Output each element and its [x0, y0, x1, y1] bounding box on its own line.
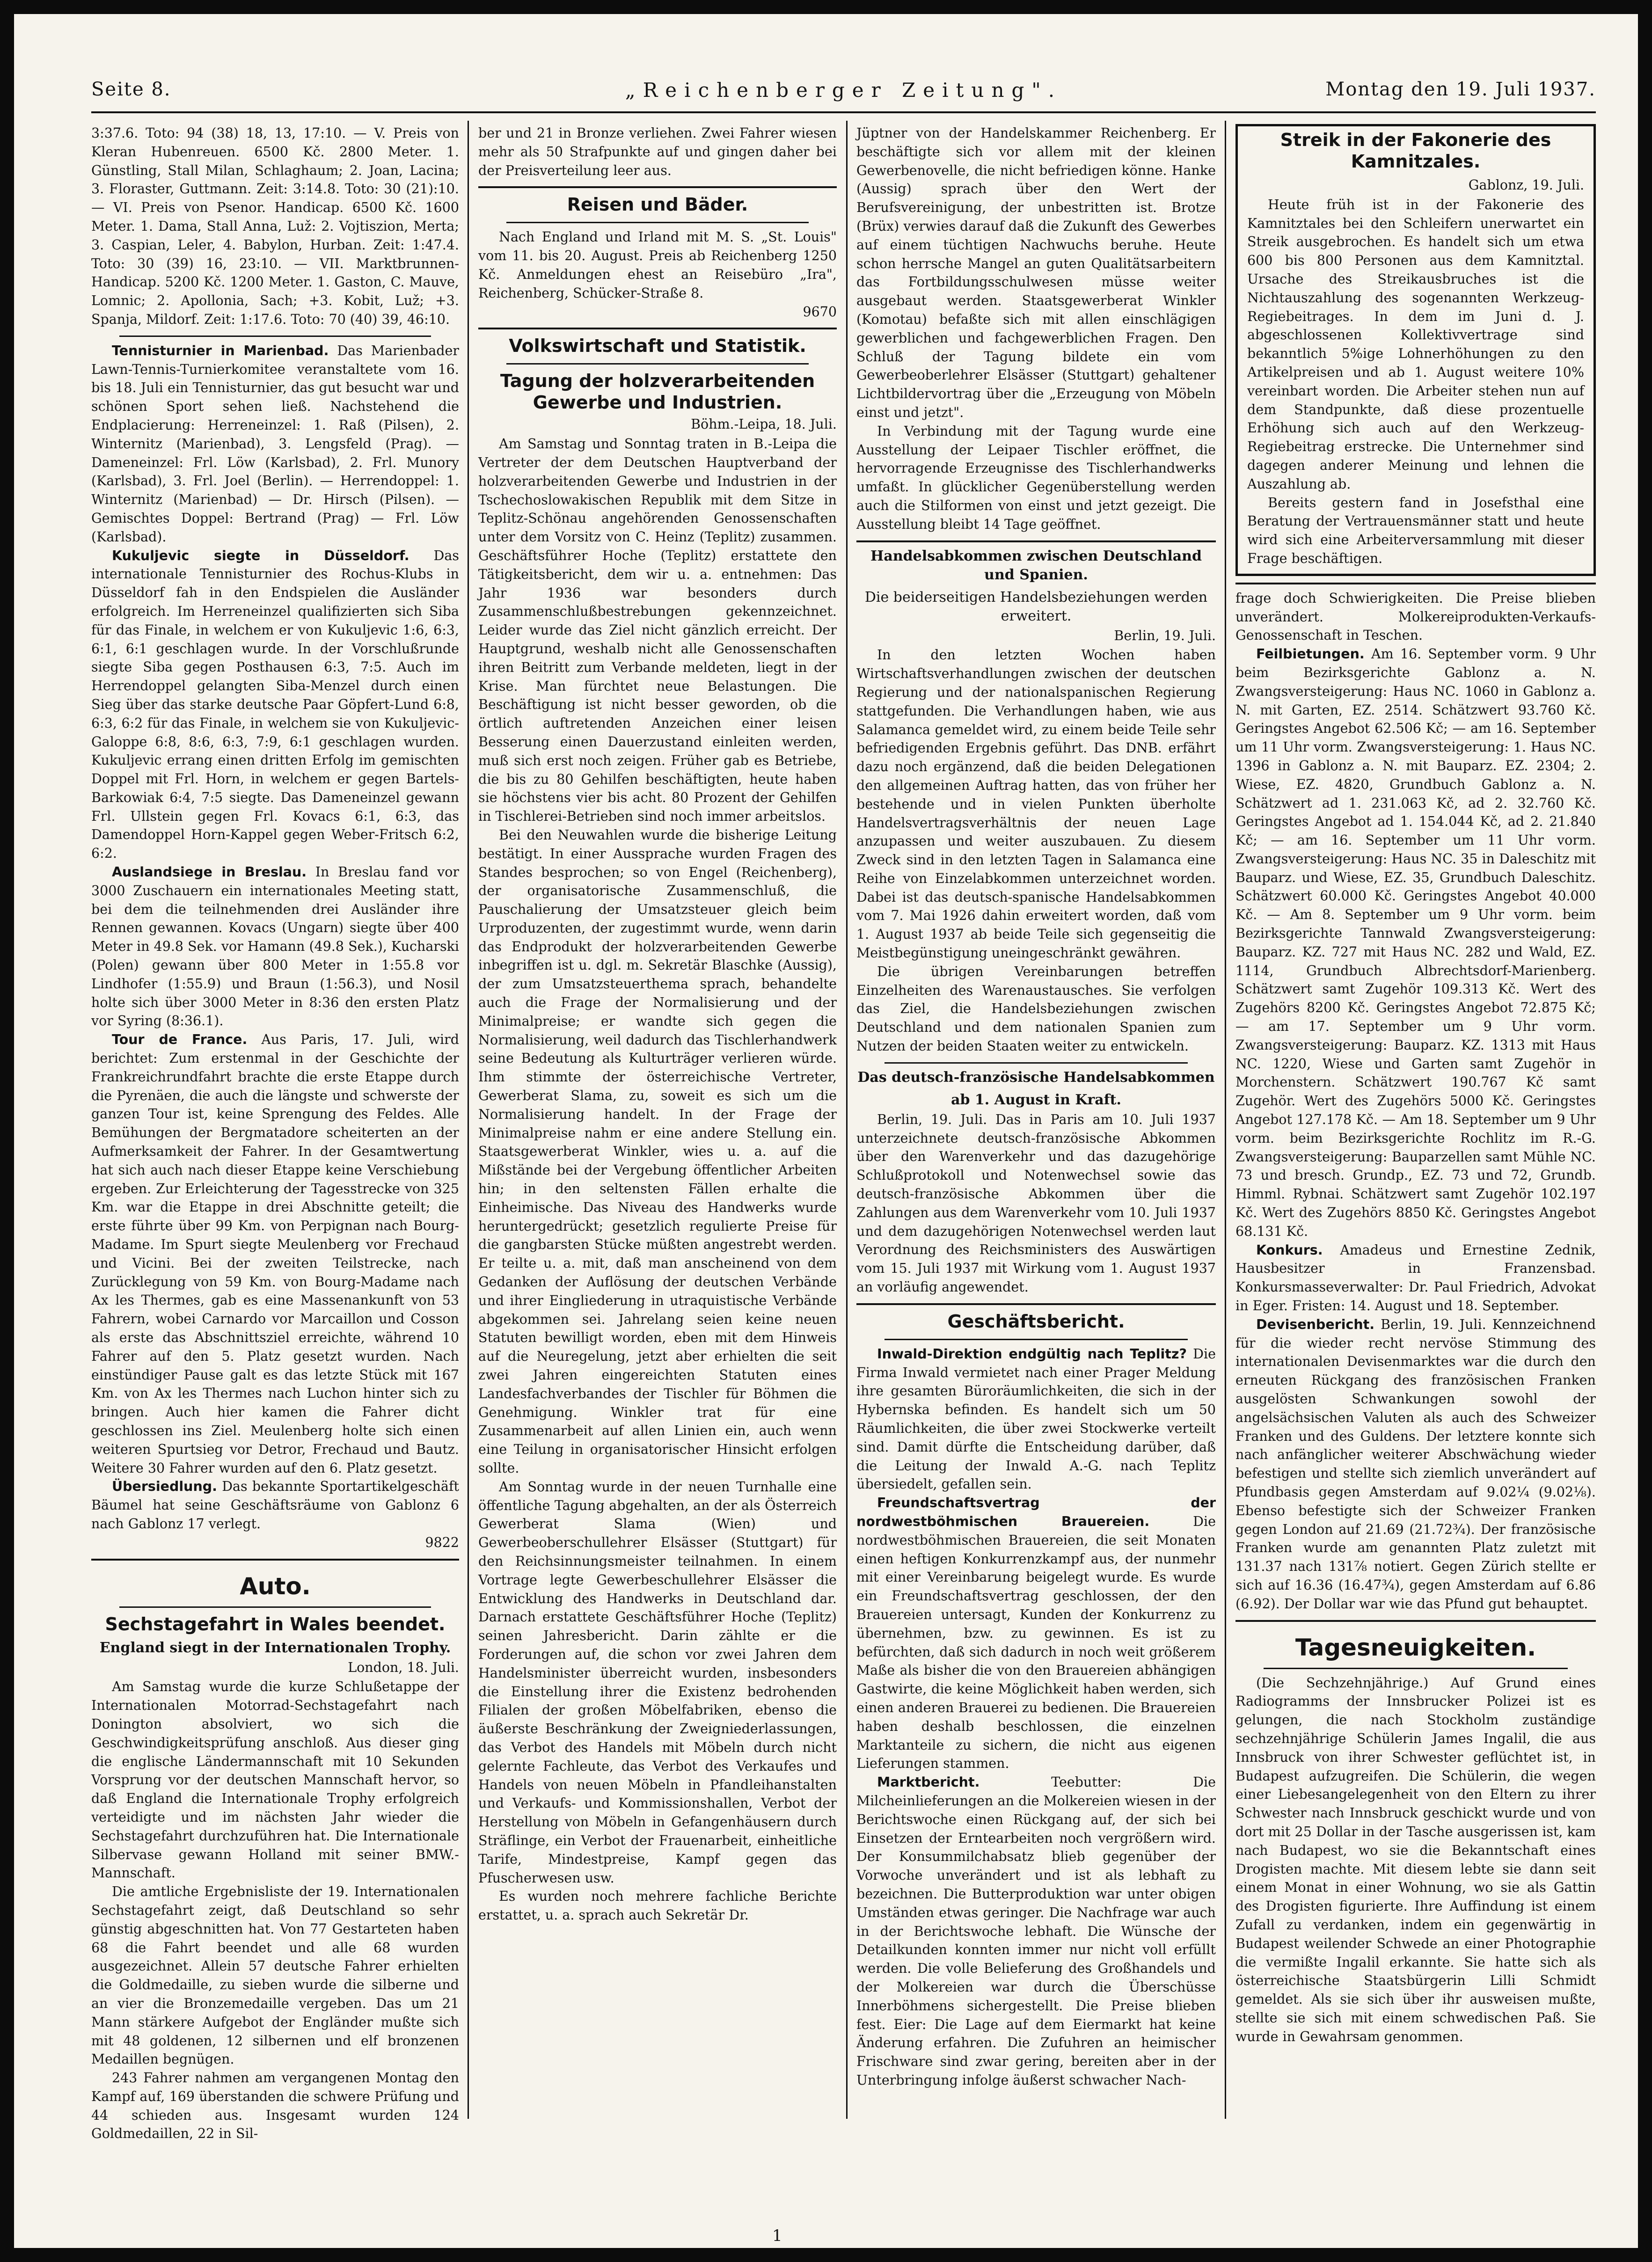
- article-subheadline: England siegt in der Internationalen Trophy.: [99, 1639, 451, 1656]
- section-rule: [884, 1062, 1188, 1064]
- article-paragraph: Die amtliche Ergebnisliste der 19. Internationalen Sechstagefahrt zeigt, daß Deutschland so sehr günstig abgeschnitten hat. Von 77 Gestarteten haben 68 die Fahrt beendet und alle 68 wurden ausgezeichnet. Allein 57 deutsche Fahrer erhielten die Goldmedaille, zu sieben wurde die silberne und an vier die Bronzemedaille vergeben. Das um 21 Mann stärkere Aufgebot der Engländer mußte sich mit 48 goldenen, 12 silbernen und elf bronzenen Medaillen begnügen.: [91, 1884, 459, 2067]
- item-lead: Übersiedlung.: [112, 1479, 217, 1495]
- section-heading-business: Geschäftsbericht.: [947, 1311, 1125, 1332]
- page-folio-mark: 1: [772, 2226, 782, 2245]
- racing-results: 3:37.6. Toto: 94 (38) 18, 13, 17:10. — V. Preis von Kleran Hubenreuen. 6500 Kč. 2800 Meter. 1. Günstling, Stall Milan, Schlaghaum; 2. Joan, Lacina; 3. Floraster, Guttmann. Zeit: 3:14.8. Toto: 30 (21):10. — VI. Preis von Psenor. Handicap. 6500 Kč. 1600 Meter. 1. Dama, Stall Anna, Luž: 2. Vojtiszion, Merta; 3. Caspian, Leler, 4. Babylon, Hurban. Zeit: 1:47.4. Toto: 30 (39) 16, 23:10. — VII. Marktbrunnen-Handicap. 5200 Kč. 1200 Meter. 1. Gaston, C. Mauve, Lomnic; 2. Apollonia, Sach; +3. Kobit, Luž; +3. Spanja, Mildorf. Zeit: 1:17.6. Toto: 70 (40) 39, 46:10.: [91, 125, 459, 327]
- section-rule: [856, 1303, 1216, 1305]
- article-paragraph: Am Samstag wurde die kurze Schlußetappe der Internationalen Motorrad-Sechstagefahrt nach Donington absolviert, wo sich die Geschwindigkeitsprüfung anschloß. Aus dieser ging die englische Ländermannschaft mit 10 Sekunden Vorsprung vor der deutschen Mannschaft hervor, so daß England die Internationale Trophy erfolgreich verteidigte und im nächsten Jahr wieder die Sechstagefahrt durchzuführen hat. Die Internationale Silbervase gewann Holland mit seiner BMW.-Mannschaft.: [91, 1679, 459, 1881]
- article-paragraph: Berlin, 19. Juli. Das in Paris am 10. Juli 1937 unterzeichnete deutsch-französische Abkommen über den Warenverkehr und das dazugehörige Schlußprotokoll und Notenwechsel sowie das deutsch-französische Abkommen über die Zahlungen aus dem Warenverkehr vom 10. Juli 1937 und dem dazugehörigen Notenwechsel werden laut Verordnung des Reichsministers des Auswärtigen vom 15. Juli 1937 mit Wirkung vom 1. August 1937 an vorläufig angewendet.: [856, 1111, 1216, 1295]
- section-rule: [91, 1559, 459, 1561]
- item-text: Das bekannte Sportartikelgeschäft Bäumel hat seine Geschäftsräume von Gablonz 6 nach Gablonz 17 verlegt.: [91, 1479, 459, 1532]
- article-paragraph: (Die Sechzehnjährige.) Auf Grund eines Radiogramms der Innsbrucker Polizei ist es gelungen, die nach Stockholm zuständige sechzehnjährige Schülerin James Ingalil, die aus Innsbruck von ihrer Schwester geflüchtet ist, in Budapest aufzugreifen. Die Schülerin, die wegen einer Liebesangelegenheit von den Eltern zu ihrer Schwester nach Innsbruck geschickt wurde und von dort mit 25 Dollar in der Tasche ausgerissen ist, kam nach Budapest, wo sie die Bekanntschaft eines Drogisten machte. Mit diesem lebte sie dann seit einem Monat in einer Wohnung, wo sie als Gattin des Drogisten figurierte. Ihre Auffindung ist einem Zufall zu verdanken, indem ein gegenwärtig in Budapest weilender Schwede an einer Photographie die vermißte Ingalil erkannte. Sie hatte sich als österreichische Staatsbürgerin Lilli Schmidt gemeldet. Als sie sich über ihr ausweisen mußte, stellte sie sich mit einem schwedischen Paß. Sie wurde in Gewahrsam genommen.: [1235, 1675, 1596, 2044]
- article-headline: Sechstagefahrt in Wales beendet.: [105, 1613, 446, 1634]
- item-lead: Tour de France.: [112, 1032, 248, 1048]
- article-headline: Das deutsch-französische Handelsabkommen: [857, 1069, 1215, 1086]
- item-text: Die nordwestböhmischen Brauereien, die seit Monaten einen heftigen Konkurrenzkampf aus, der nunmehr mit einer Vereinbarung beigelegt wurde. Es wurde ein Freundschaftsvertrag geschlossen, der den Brauereien untersagt, Kunden der Konkurrenz zu übernehmen, bzw. zu gewinnen. Es ist zu befürchten, daß sich dadurch in noch weit größerem Maße als bisher die von den Brauereien abhängigen Gastwirte, die keine Möglichkeit haben werden, sich einen anderen Brauerei zu bedienen. Die Brauereien haben deshalb beschlossen, die einzelnen Marktanteile zu sichern, die nicht aus eigenen Lieferungen stammen.: [856, 1514, 1216, 1772]
- article-paragraph: frage doch Schwierigkeiten. Die Preise blieben unverändert. Molkereiprodukten-Verkaufs-Genossenschaft in Teschen.: [1235, 590, 1596, 643]
- sport-item: [91, 547, 459, 863]
- article-paragraph: In den letzten Wochen haben Wirtschaftsverhandlungen zwischen der deutschen Regierung und der nationalspanischen Regierung stattgefunden. Die Verhandlungen haben, wie aus Salamanca gemeldet wird, zu einem beide Teile sehr befriedigenden Ergebnis geführt. Das DNB. erfährt dazu noch ergänzend, daß die beiden Delegationen den allgemeinen Auftrag hatten, das von früher her bestehende und in vielen Punkten überholte Handelsvertragsverhältnis der neuen Lage anzupassen und weiter auszubauen. Zu diesem Zweck sind in den letzten Tagen in Salamanca eine Reihe von Einzelabkommen unterzeichnet worden. Dabei ist das deutsch-spanische Handelsabkommen vom 7. Mai 1926 dahin erweitert worden, daß vom 1. August 1937 ab beide Teile sich gegenseitig die Meistbegünstigung uneingeschränkt gewähren.: [856, 647, 1216, 961]
- article-dateline: Gablonz, 19. Juli.: [1468, 177, 1584, 193]
- article-subheadline: ab 1. August in Kraft.: [951, 1091, 1121, 1108]
- item-text: Berlin, 19. Juli. Kennzeichnend für die wieder recht nervöse Stimmung des internationalen Devisenmarktes war die durch den erneuten Rückgang des französischen Franken ausgelösten Schwankungen sowohl der angelsächsischen Valuten als auch des Schweizer Franken und des Guldens. Der letztere konnte sich nach anfänglicher weiterer Abschwächung wieder befestigen und stellte sich ziemlich unverändert auf Pfundbasis gegen Amsterdam auf 9.02¼ (9.02⅛). Ebenso befestigte sich der Schweizer Franken gegen London auf 21.69 (21.72¾). Der französische Franken wurde am genannten Platz zuletzt mit 131.37 nach 131⅞ notiert. Gegen Zürich stellte er sich auf 16.36 (16.47¾), gegen Amsterdam auf 6.86 (6.92). Der Dollar war wie das Pfund gut behauptet.: [1235, 1316, 1596, 1612]
- item-lead: Konkurs.: [1256, 1242, 1323, 1258]
- business-item: [856, 1345, 1216, 1494]
- article-paragraph: Jüptner von der Handelskammer Reichenberg. Er beschäftigte sich vor allem mit der kleinen Gewerbenovelle, die nicht befriedigen könne. Hanke (Aussig) sprach über den Wert der Berufsvereinigung, der unbestritten ist. Brotze (Brüx) verwies darauf daß die Zukunft des Gewerbes auf einem tüchtigen Nachwuchs beruhe. Heute schon herrsche Mangel an guten Qualitätsarbeitern das Fortbildungsschulwesen müsse weiter ausgebaut werden. Staatsgewerberat Winkler (Komotau) befaßte sich mit allen einschlägigen gewerblichen und fachgewerblichen Fragen. Den Schluß der Tagung bildete ein vom Gewerbeoberlehrer Elsässer (Stuttgart) gehaltener Lichtbildervortrag über die „Erzeugung von Möbeln einst und jetzt".: [856, 125, 1216, 420]
- section-rule: [884, 1339, 1188, 1340]
- column-divider-1: [468, 121, 469, 2119]
- column-trade: [856, 124, 1216, 2122]
- item-text: Das internationale Tennisturnier des Rochus-Klubs in Düsseldorf fah in den Endspielen die Ausländer erfolgreich. Im Herreneinzel qualifizierten sich Siba für das Finale, in welchem er von Kukuljevic 1:6, 6:3, 6:1, 6:1 geschlagen wurde. In der Vorschlußrunde siegte Siba gegen Posthausen 6:3, 7:5. Auch im Herrendoppel gelangten Siba-Menzel durch einen Sieg über das starke deutsche Paar Göpfert-Lund 6:8, 6:3, 6:2 für das Finale, in welchem sie von Kukuljevic-Galoppe 6:8, 8:6, 6:3, 7:9, 6:1 geschlagen wurden. Kukuljevic errang einen dritten Erfolg im gemischten Doppel mit Frl. Horn, in welchem er gegen Bartels-Barkowiak 6:4, 7:5 siegte. Das Dameneinzel gewann Frl. Ullstein gegen Frl. Kovacs 6:1, 6:3, das Damendoppel Horn-Kappel gegen Weber-Fritsch 6:2, 6:2.: [91, 547, 459, 861]
- article-paragraph: Am Samstag und Sonntag traten in B.-Leipa die Vertreter der dem Deutschen Hauptverband der holzverarbeitenden Gewerbe und Industrien in der Tschechoslowakischen Republik mit dem Sitze in Teplitz-Schönau angehörenden Genossenschaften unter dem Vorsitz von C. Heinz (Teplitz) zusammen. Geschäftsführer Hoche (Teplitz) erstattete den Tätigkeitsbericht, dem wir u. a. entnehmen: Das Jahr 1936 war besonders durch Zusammenschlußbestrebungen gekennzeichnet. Leider wurde das Ziel nicht gänzlich erreicht. Der Hauptgrund, weshalb nicht alle Genossenschaften ihren Beitritt zum Verbande meldeten, liegt in der Krise. Man fürchtet neue Belastungen. Die Beschäftigung ist nicht besser geworden, ob die örtlich auftretenden Anzeichen einer leisen Besserung einen Dauerzustand einleiten werden, muß sich erst noch zeigen. Früher gab es Betriebe, die bis zu 80 Gehilfen beschäftigten, heute haben sie höchstens vier bis acht. 80 Prozent der Gehilfen in Tischlerei-Betrieben sind noch immer arbeitslos.: [478, 436, 837, 825]
- section-rule: [478, 328, 837, 329]
- column-divider-3: [1225, 121, 1226, 2119]
- item-text: Amadeus und Ernestine Zednik, Hausbesitzer in Franzensbad. Konkursmasseverwalter: Dr. Paul Friedrich, Advokat in Eger. Fristen: 14. August und 18. September.: [1235, 1242, 1596, 1314]
- item-text: In Breslau fand vor 3000 Zuschauern ein internationales Meeting statt, bei dem die teilnehmenden drei Ausländer ihre Rennen gewannen. Kovacs (Ungarn) siegte über 400 Meter in 49.8 Sek. vor Hamann (49.8 Sek.), Kucharski (Polen) gewann über 800 Meter in 1:55.8 vor Lindhofer (1:55.9) und Braun (1:56.3), und Nosil holte sich über 3000 Meter in 8:36 den ersten Platz vor Syring (8:36.1).: [91, 864, 460, 1029]
- article-dateline: Böhm.-Leipa, 18. Juli.: [691, 416, 837, 432]
- section-rule: [478, 186, 837, 188]
- section-rule: [119, 1606, 431, 1608]
- article-paragraph: Es wurden noch mehrere fachliche Berichte erstattet, u. a. sprach auch Sekretär Dr.: [478, 1889, 837, 1923]
- article-subheadline: Die beiderseitigen Handelsbeziehungen werden erweitert.: [864, 589, 1208, 624]
- page-number: Seite 8.: [91, 79, 171, 100]
- sport-item: [91, 342, 459, 547]
- article-paragraph: Am Sonntag wurde in der neuen Turnhalle eine öffentliche Tagung abgehalten, an der als Österreich Gewerberat Slama (Wien) und Gewerbeoberschullehrer Elsässer (Stuttgart) für den Reichsinnungsmeister teilnahmen. In einem Vortrage legte Gewerbeschullehrer Elsässer die Entwicklung des Handwerks in Deutschland dar. Darnach erstattete Geschäftsführer Hoche (Teplitz) seinen Jahresbericht. Darin zählte er die Forderungen auf, die schon vor zwei Jahren dem Handelsminister überreicht wurden, insbesonders die Einstellung ihrer die Existenz bedrohenden Filialen der großen Möbelfabriken, ebenso die äußerste Beschränkung der Zweigniederlassungen, das Verbot des Handels mit Möbeln durch nicht gelernte Fachleute, das Verbot des Verkaufes und Handels von neuen Möbeln in Pfandleihanstalten und Verkaufs- und Kommissionshallen, Verbot der Herstellung von Möbeln in Gefangenhäusern durch Sträflinge, ein Verbot der Frauenarbeit, einheitliche Tarife, Mindestpreise, Kampf gegen das Pfuscherwesen usw.: [478, 1479, 837, 1886]
- article-dateline: Berlin, 19. Juli.: [1114, 628, 1216, 643]
- section-rule: [506, 363, 809, 365]
- article-paragraph: Bereits gestern fand in Josefsthal eine Beratung der Vertrauensmänner statt und heute wird sich eine Arbeiterversammlung mit dieser Frage beschäftigen.: [1247, 495, 1584, 566]
- item-lead: Kukuljevic siegte in Düsseldorf.: [112, 547, 409, 563]
- section-heading-auto: Auto.: [240, 1572, 311, 1600]
- column-local: [1235, 124, 1596, 2122]
- business-item: [856, 1494, 1216, 1773]
- article-headline: Handelsabkommen zwischen Deutschland und Spanien.: [870, 547, 1202, 583]
- masthead-title: „Reichenberger Zeitung".: [625, 79, 1062, 102]
- article-paragraph: ber und 21 in Bronze verliehen. Zwei Fahrer wiesen mehr als 50 Strafpunkte auf und gingen daher bei der Preisverteilung leer aus.: [478, 125, 837, 178]
- item-text: Am 16. September vorm. 9 Uhr beim Bezirksgerichte Gablonz a. N. Zwangsversteigerung: Haus NC. 1060 in Gablonz a. N. mit Garten, EZ. 2514. Schätzwert 93.760 Kč. Geringstes Angebot 62.506 Kč; — am 16. September um 11 Uhr vorm. Zwangsversteigerung: 1. Haus NC. 1396 in Gablonz a. N. mit Bauparz. EZ. 2304; 2. Wiese, EZ. 4820, Grundbuch Gablonz a. N. Schätzwert ad 1. 231.063 Kč, ad 2. 32.760 Kč. Geringstes Angebot ad 1. 154.044 Kč, ad 2. 21.840 Kč; — am 16. September um 11 Uhr vorm. Zwangsversteigerung: Haus NC. 35 in Daleschitz mit Bauparz. und Wiese, EZ. 35, Grundbuch Daleschitz. Schätzwert 60.000 Kč. Geringstes Angebot 40.000 Kč. — Am 8. September um 9 Uhr vorm. beim Bezirksgerichte Tannwald Zwangsversteigerung: Bauparz. KZ. 727 mit Haus NC. 282 und Wald, EZ. 1114, Grundbuch Albrechtsdorf-Marienberg. Schätzwert samt Zugehör 109.313 Kč. Wert des Zugehörs 8200 Kč. Geringstes Angebot 72.875 Kč; — am 17. September um 9 Uhr vorm. Zwangsversteigerung: Bauparz. KZ. 1313 mit Haus NC. 1220, Wiese und Garten samt Zugehör in Morchenstern. Schätzwert 190.767 Kč samt Zugehör. Wert des Zugehörs 5000 Kč. Geringstes Angebot 127.178 Kč. — Am 18. September um 9 Uhr vorm. beim Bezirksgerichte Rochlitz im R.-G. Zwangsversteigerung: Bauparzellen samt Mühle NC. 73 und bresch. Grundp., EZ. 73 und 72, Grundb. Himml. Rybnai. Schätzwert samt Zugehör 102.197 Kč. Wert des Zugehörs 8850 Kč. Geringstes Angebot 68.131 Kč.: [1235, 646, 1596, 1239]
- article-paragraph: Die übrigen Vereinbarungen betreffen Einzelheiten des Warenaustausches. Sie verfolgen das Ziel, die Handelsbeziehungen zwischen Deutschland und dem nationalen Spanien zum Nutzen der beiden Staaten weiter zu entwickeln.: [856, 963, 1216, 1054]
- section-heading-travel: Reisen und Bäder.: [567, 194, 748, 215]
- header-rule: [91, 111, 1596, 113]
- column-sport: [91, 124, 460, 2142]
- article-paragraph: In Verbindung mit der Tagung wurde eine Ausstellung der Leipaer Tischler eröffnet, die hervorragende Erzeugnisse des Tischlerhandwerks umfaßt. In glücklicher Gegenüberstellung werden auch die Stilformen von einst und jetzt gezeigt. Die Ausstellung bleibt 14 Tage geöffnet.: [856, 423, 1216, 532]
- section-heading-economy: Volkswirtschaft und Statistik.: [509, 336, 806, 357]
- scan-border-bottom: [0, 2248, 1652, 2262]
- item-lead: Feilbietungen.: [1256, 646, 1365, 662]
- article-paragraph: Heute früh ist in der Fakonerie des Kamnitztales bei den Schleifern unerwartet ein Streik ausgebrochen. Es handelt sich um etwa 600 bis 800 Personen aus dem Kamnitztal. Ursache des Streikausbruches ist die Nichtauszahlung des sogenannten Werkzeug-Regiebeitrages. In dem im Juni d. J. abgeschlossenen Kollektivvertrage sind bekanntlich 5%ige Lohnerhöhungen zu den Artikelpreisen und ab 1. August weitere 10% vereinbart worden. Die Arbeiter stehen nun auf dem Standpunkte, daß diese prozentuelle Erhöhung sich auch auf den Werkzeug-Regiebeitrag erstrecke. Die Unternehmer sind dagegen anderer Meinung und lehnen die Auszahlung ab.: [1247, 197, 1584, 492]
- article-paragraph: Bei den Neuwahlen wurde die bisherige Leitung bestätigt. In einer Aussprache wurden Fragen des Standes besprochen; so von Engel (Reichenberg), der organisatorische Zusammenschluß, die Pauschalierung der Umsatzsteuer gleich beim Urproduzenten, der zugestimmt wurde, wenn darin das Endprodukt der holzverarbeitenden Gewerbe inbegriffen ist u. dgl. m. Sekretär Blaschke (Aussig), der zum Umsatzsteuerthema sprach, behandelte auch die Frage der Normalisierung und der Minimalpreise; er wandte sich gegen die Normalisierung, weil dadurch das Tischlerhandwerk seine Bedeutung als Kulturträger verlieren würde. Ihm stimmte der österreichische Vertreter, Gewerberat Slama, zu, soweit es sich um die Normalisierung handelt. In der Frage der Minimalpreise nahm er eine andere Stellung ein. Staatsgewerberat Winkler, wies u. a. auf die Mißstände bei der Vergebung öffentlicher Arbeiten hin; in den seltensten Fällen erhalte die Einheimische. Das Niveau des Handwerks wurde heruntergedrückt; gesetzlich regulierte Preise für die gangbarsten Stücke müßten angestrebt werden. Er teilte u. a. mit, daß man anscheinend von dem Gedanken der Auflösung der deutschen Verbände und ihrer Eingliederung in utraquistische Verbände abgekommen sei. Jahrelang seien keine neuen Statuten bewilligt worden, eben mit dem Hinweis auf die Neuregelung, jetzt aber erhielten die seit zwei Jahren eingereichten Statuten eines Landesfachverbandes der Tischler für Böhmen die Genehmigung. Winkler trat für eine Zusammenarbeit auf allen Linien ein, auch wenn eine Teilung in organisatorischer Hinsicht erfolgen sollte.: [478, 827, 837, 1476]
- scan-border-right: [1638, 0, 1652, 2262]
- column-divider-2: [846, 121, 848, 2119]
- notice-item: [1235, 1315, 1596, 1613]
- item-lead: Tennisturnier in Marienbad.: [112, 343, 329, 358]
- business-item: [856, 1773, 1216, 2090]
- sport-item: [91, 1477, 459, 1533]
- section-rule: [856, 540, 1216, 542]
- article-headline: Tagung der holzverarbeitenden Gewerbe und Industrien.: [500, 371, 815, 413]
- scan-border-top: [0, 0, 1652, 14]
- item-text: Die Firma Inwald vermietet nach einer Prager Meldung ihre gesamten Büroräumlichkeiten, die sich in der Hybernska befinden. Es handelt sich um 50 Räumlichkeiten, die über zwei Stockwerke verteilt sind. Damit dürfte die Entscheidung darüber, daß die Leitung der Inwald A.-G. nach Teplitz übersiedelt, gefallen sein.: [856, 1346, 1216, 1492]
- item-lead: Marktbericht.: [877, 1774, 980, 1790]
- ad-code: 9822: [425, 1534, 459, 1550]
- section-rule: [1264, 1668, 1568, 1669]
- notice-item: [1235, 1241, 1596, 1315]
- article-headline: Streik in der Fakonerie des Kamnitzales.: [1280, 130, 1551, 172]
- ad-code: 9670: [803, 304, 837, 320]
- section-heading-news: Tagesneuigkeiten.: [1295, 1634, 1536, 1661]
- strike-box: [1235, 124, 1596, 576]
- item-lead: Inwald-Direktion endgültig nach Teplitz?: [877, 1346, 1187, 1362]
- sport-item: [91, 1030, 459, 1477]
- item-lead: Auslandsiege in Breslau.: [112, 864, 307, 880]
- item-text: Aus Paris, 17. Juli, wird berichtet: Zum erstenmal in der Geschichte der Frankreichrundfahrt brachte die erste Etappe durch die Pyrenäen, die auch die längste und schwerste der ganzen Tour ist, keine Sprengung des Feldes. Alle Bemühungen der Bergmatadore scheiterten an der Aufmerksamkeit der Fahrer. In der Gesamtwertung hat sich auch nach dieser Etappe keine Verschiebung ergeben. Zur Erleichterung der Tagesstrecke von 325 Km. war die Etappe in drei Abschnitte geteilt; die erste führte über 99 Km. von Perpignan nach Bourg-Madame. Im Spurt siegte Meulenberg vor Frechaud und Vicini. Bei der zweiten Teilstrecke, nach Zurücklegung von 59 Km. von Bourg-Madame nach Ax les Thermes, gab es eine Massenankunft von 53 Fahrern, wobei Carnardo vor Marcaillon und Cosson als erste das Abschnittsziel erreichte, während 10 Fahrer auf den 5. Platz gesetzt wurden. Nach einstündiger Pause galt es das letzte Stück mit 167 Km. von Ax les Thermes nach Luchon hinter sich zu bringen. Auch hier kamen die Fahrer dicht geschlossen ins Ziel. Meulenberg holte sich einen weiteren Spurtsieg vor Detror, Frechaud und Bautz. Weitere 30 Fahrer wurden auf den 6. Platz gesetzt.: [91, 1032, 460, 1476]
- notice-item: [1235, 645, 1596, 1241]
- section-rule: [119, 336, 431, 337]
- article-dateline: London, 18. Juli.: [348, 1659, 459, 1675]
- item-text: Das Marienbader Lawn-Tennis-Turnierkomitee veranstaltete vom 16. bis 18. Juli ein Tennisturnier, das gut besucht war und schönen Sport sehen ließ. Nachstehend die Endplacierung: Herreneinzel: 1. Raß (Pilsen), 2. Winternitz (Marienbad), 3. Lengsfeld (Prag). — Dameneinzel: Frl. Löw (Karlsbad), 2. Frl. Munory (Karlsbad), 3. Frl. Joel (Berlin). — Herrendoppel: 1. Winternitz (Marienbad) — Dr. Hirsch (Pilsen). — Gemischtes Doppel: Bertrand (Prag) — Frl. Löw (Karlsbad).: [91, 343, 459, 545]
- item-text: Teebutter: Die Milcheinlieferungen an die Molkereien wiesen in der Berichtswoche einen Rückgang auf, der sich bei Einsetzen der Erntearbeiten noch vergrößern wird. Der Konsummilchabsatz blieb gegenüber der Vorwoche unverändert und ist als lebhaft zu bezeichnen. Die Butterproduktion war unter obigen Umständen etwas geringer. Die Nachfrage war auch in der Berichtswoche lebhaft. Die Wünsche der Detailkunden konnten immer nur nicht voll erfüllt werden. Die volle Belieferung des Großhandels und der Molkereien war durch die Überschüsse Innerböhmens sichergestellt. Die Preise blieben fest. Eier: Die Lage auf dem Eiermarkt hat keine Änderung erfahren. Die Zufuhren an heimischer Frischware sind zwar gering, bereiten aber in der Unterbringung infolge äußerst schwacher Nach-: [856, 1774, 1216, 2088]
- section-rule: [1235, 583, 1596, 584]
- travel-notice: Nach England und Irland mit M. S. „St. Louis" vom 11. bis 20. August. Preis ab Reichenberg 1250 Kč. Anmeldungen ehest an Reisebüro „Ira", Reichenberg, Schücker-Straße 8.: [478, 229, 837, 301]
- section-rule: [1235, 1620, 1596, 1622]
- page-header: [91, 79, 1596, 111]
- column-economy: [478, 124, 837, 2122]
- issue-date: Montag den 19. Juli 1937.: [1325, 79, 1596, 100]
- section-rule: [506, 222, 809, 223]
- item-lead: Devisenbericht.: [1256, 1316, 1375, 1332]
- sport-item: [91, 863, 459, 1030]
- article-paragraph: 243 Fahrer nahmen am vergangenen Montag den Kampf auf, 169 überstanden die schwere Prüfung und 44 schieden aus. Insgesamt wurden 124 Goldmedaillen, 22 in Sil-: [91, 2070, 459, 2142]
- item-lead: Freundschaftsvertrag der nordwestböhmischen Brauereien.: [856, 1495, 1216, 1529]
- scan-border-left: [0, 0, 14, 2262]
